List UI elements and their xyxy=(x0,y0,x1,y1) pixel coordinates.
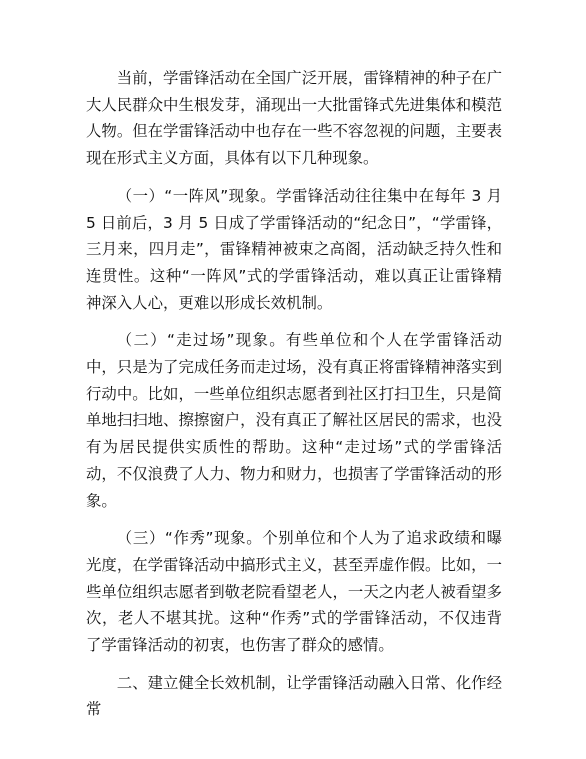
paragraph-intro: 当前，学雷锋活动在全国广泛开展，雷锋精神的种子在广大人民群众中生根发芽，涌现出一大批雷锋式先进集体和模范人物。但在学雷锋活动中也存在一些不容忽视的问题，主要表现在形式主义方面，具体有以下几种现象。 xyxy=(86,69,502,168)
paragraph-going-through-motions: （二）“走过场”现象。有些单位和个人在学雷锋活动中，只是为了完成任务而走过场，没有真正将雷锋精神落实到行动中。比如，一些单位组织志愿者到社区打扫卫生，只是简单地扫扫地、擦擦窗户，没有真正了解社区居民的需求，也没有为居民提供实质性的帮助。这种“走过场”式的学雷锋活动，不仅浪费了人力、物力和财力，也损害了学雷锋活动的形象。 xyxy=(86,331,502,510)
document-page xyxy=(86,65,502,734)
section-heading-two: 二、建立健全长效机制，让学雷锋活动融入日常、化作经常 xyxy=(86,673,502,719)
paragraph-gust-phenomenon: （一）“一阵风”现象。学雷锋活动往往集中在每年 3 月 5 日前后，3 月 5 日成了学雷锋活动的“纪念日”，“学雷锋，三月来，四月走”，雷锋精神被束之高阁，活动缺乏持久性和连贯性。这种“一阵风”式的学雷锋活动，难以真正让雷锋精神深入人心，更难以形成长效机制。 xyxy=(86,186,502,312)
paragraph-showing-off: （三）“作秀”现象。个别单位和个人为了追求政绩和曝光度，在学雷锋活动中搞形式主义，甚至弄虚作假。比如，一些单位组织志愿者到敬老院看望老人，一天之内老人被看望多次，老人不堪其扰。这种“作秀”式的学雷锋活动，不仅违背了学雷锋活动的初衷，也伤害了群众的感情。 xyxy=(86,529,502,655)
